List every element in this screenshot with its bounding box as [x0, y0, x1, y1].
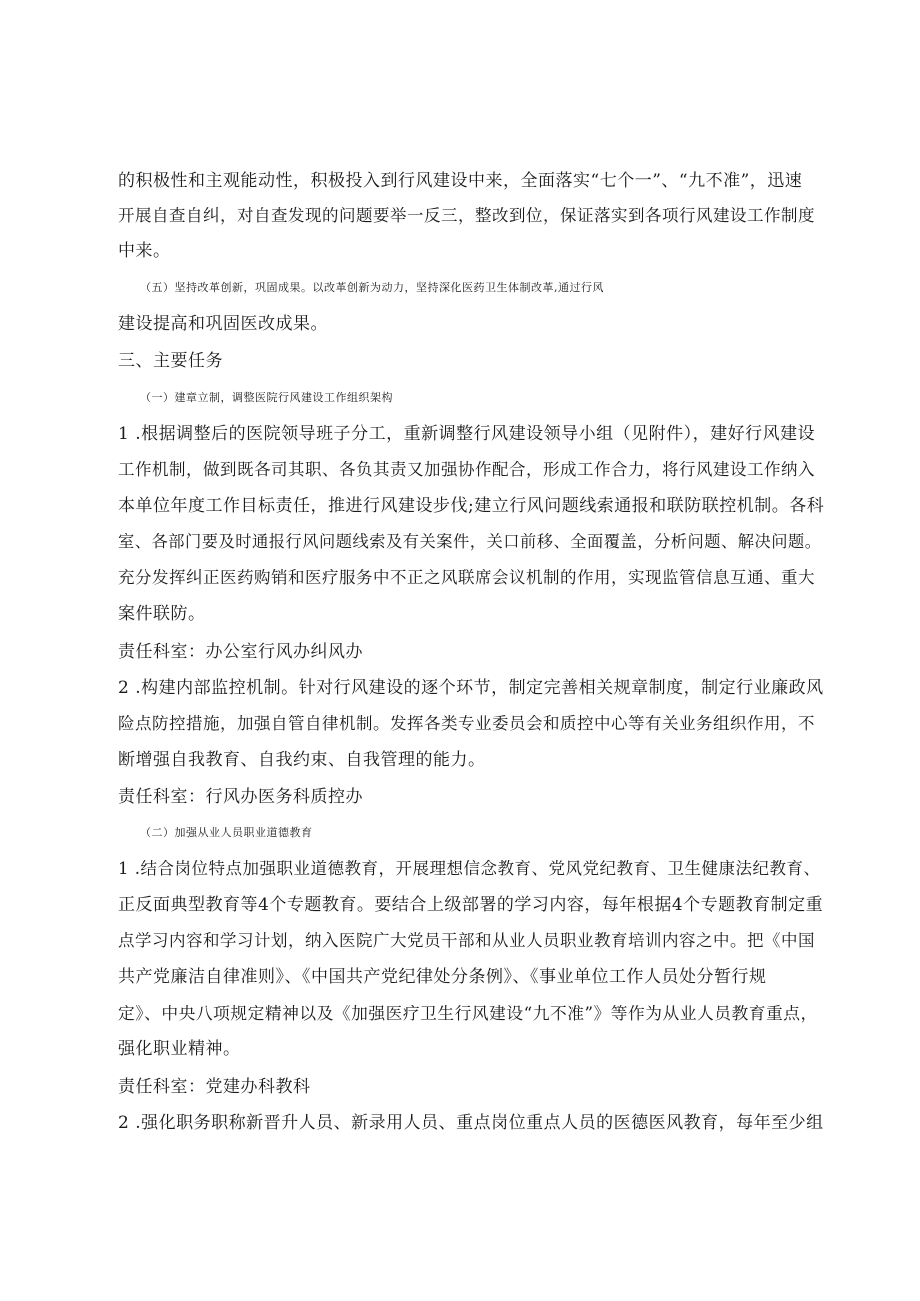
text-line: 险点防控措施，加强自管自律机制。发挥各类专业委员会和质控中心等有关业务组织作用，不: [118, 714, 815, 733]
responsible-dept: 责任科室：党建办科教科: [118, 1077, 311, 1097]
text-line: 充分发挥纠正医药购销和医疗服务中不正之风联席会议机制的作用，实现监管信息互通、重大: [118, 568, 815, 587]
text-line: 断增强自我教育、自我约束、自我管理的能力。: [118, 750, 486, 770]
text-line: 共产党廉洁自律准则》、《中国共产党纪律处分条例》、《事业单位工作人员处分暂行规: [118, 967, 767, 987]
section-heading: （一）建章立制，调整医院行风建设工作组织架构: [140, 391, 393, 404]
section-heading: （二）加强从业人员职业道德教育: [140, 826, 313, 839]
text-line: 强化职业精神。: [118, 1039, 241, 1059]
section-heading: （五）坚持改革创新，巩固成果。以改革创新为动力，坚持深化医药卫生体制改革,通过行风: [140, 281, 604, 294]
list-item: 2 .强化职务职称新晋升人员、新录用人员、重点岗位重点人员的医德医风教育，每年至少组: [118, 1113, 824, 1133]
text-line: 点学习内容和学习计划，纳入医院广大党员干部和从业人员职业教育培训内容之中。把《中国: [118, 931, 815, 950]
text-line: 定》、中央八项规定精神以及《加强医疗卫生行风建设“九不准”》等作为从业人员教育重点，: [118, 1003, 818, 1023]
text-line: 中来。: [118, 241, 171, 261]
text-line: 建设提高和巩固医改成果。: [118, 314, 328, 334]
list-item: 1 .结合岗位特点加强职业道德教育，开展理想信念教育、党风党纪教育、卫生健康法纪教育、: [118, 859, 821, 878]
text-line: 案件联防。: [118, 604, 206, 624]
responsible-dept: 责任科室：行风办医务科质控办: [118, 787, 363, 807]
chapter-heading: 三、主要任务: [118, 351, 223, 371]
text-line: 本单位年度工作目标责任，推进行风建设步伐;建立行风问题线索通报和联防联控机制。各科: [118, 496, 825, 516]
text-line: 的积极性和主观能动性，积极投入到行风建设中来，全面落实“七个一”、“九不准”，迅速: [118, 171, 803, 191]
text-line: 室、各部门要及时通报行风问题线索及有关案件，关口前移、全面覆盖，分析问题、解决问题。: [118, 532, 822, 551]
text-line: 正反面典型教育等4个专题教育。要结合上级部署的学习内容，每年根据4个专题教育制定重: [118, 895, 824, 915]
responsible-dept: 责任科室：办公室行风办纠风办: [118, 642, 363, 662]
text-line: 开展自查自纠，对自查发现的问题要举一反三，整改到位，保证落实到各项行风建设工作制度: [118, 206, 815, 225]
list-item: 1 .根据调整后的医院领导班子分工，重新调整行风建设领导小组（见附件），建好行风建设: [118, 424, 816, 444]
text-line: 工作机制，做到既各司其职、各负其责又加强协作配合，形成工作合力，将行风建设工作纳入: [118, 460, 815, 479]
list-item: 2 .构建内部监控机制。针对行风建设的逐个环节，制定完善相关规章制度，制定行业廉政风: [118, 678, 824, 698]
